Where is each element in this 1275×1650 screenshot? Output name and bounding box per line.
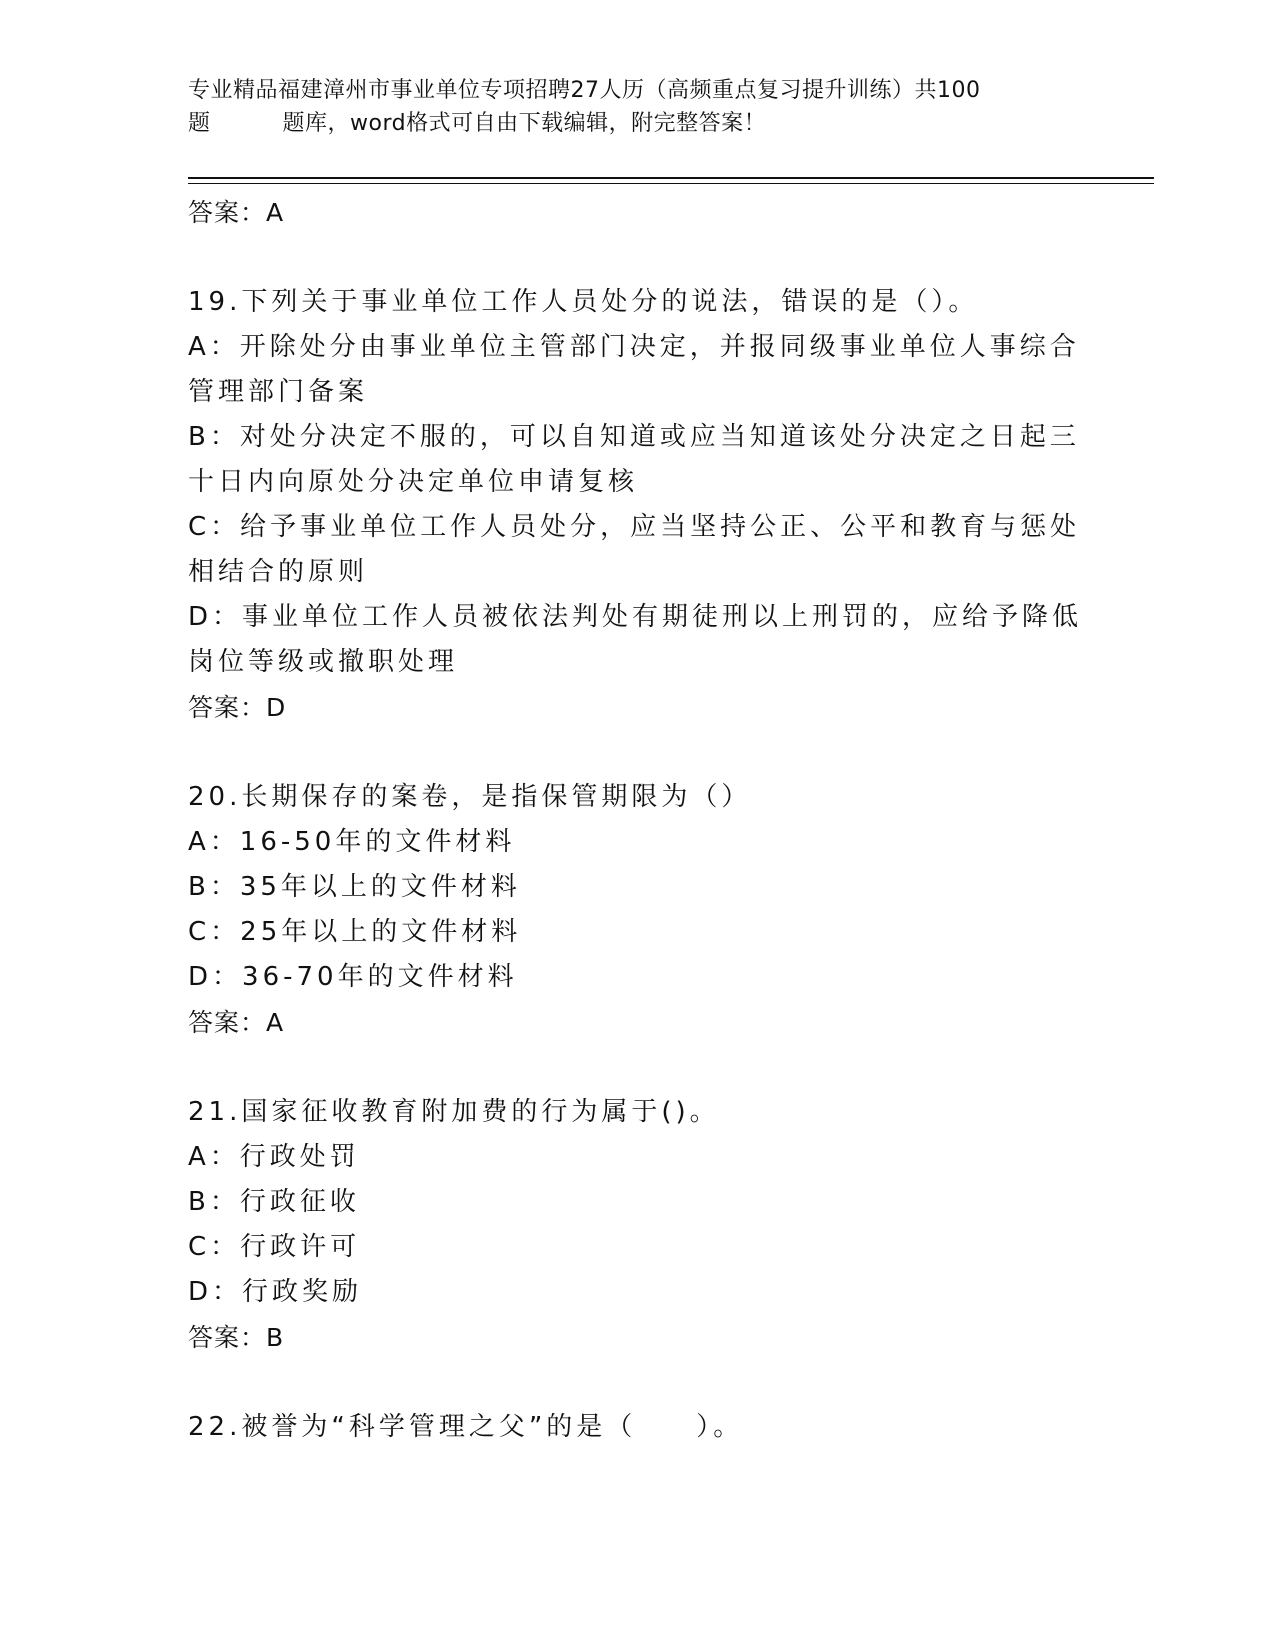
- header-title-line2-end: 题库，word格式可自由下载编辑，附完整答案！: [282, 111, 767, 136]
- option-b: B：行政征收: [188, 1187, 360, 1217]
- question-stem: 20.长期保存的案卷，是指保管期限为（）: [188, 782, 752, 812]
- answer: 答案：A: [188, 1008, 285, 1037]
- header-title-line2-start: 题: [188, 111, 211, 136]
- option-b: B：对处分决定不服的，可以自知道或应当知道该处分决定之日起三十日内向原处分决定单位申请复核: [188, 422, 1080, 497]
- question-content: [188, 190, 1088, 1450]
- option-d: D：行政奖励: [188, 1277, 363, 1307]
- header-divider-thin: [188, 183, 1154, 184]
- page-header: [188, 74, 1088, 140]
- option-a: A：开除处分由事业单位主管部门决定，并报同级事业单位人事综合管理部门备案: [188, 332, 1080, 407]
- question-19: [188, 280, 1088, 730]
- option-c: C：25年以上的文件材料: [188, 917, 522, 947]
- option-d: D：36-70年的文件材料: [188, 962, 518, 992]
- option-c: C：行政许可: [188, 1232, 361, 1262]
- header-title-line1: 专业精品福建漳州市事业单位专项招聘27人历（高频重点复习提升训练）共100: [188, 78, 981, 103]
- question-20: [188, 775, 1088, 1045]
- option-b: B：35年以上的文件材料: [188, 872, 521, 902]
- option-a: A：16-50年的文件材料: [188, 827, 516, 857]
- answer: 答案：D: [188, 693, 287, 722]
- answer: 答案：B: [188, 1323, 285, 1352]
- option-a: A：行政处罚: [188, 1142, 360, 1172]
- header-title-line2: [188, 107, 1088, 140]
- option-d: D：事业单位工作人员被依法判处有期徒刑以上刑罚的，应给予降低岗位等级或撤职处理: [188, 602, 1083, 677]
- header-divider-thick: [188, 177, 1154, 179]
- previous-answer: 答案：A: [188, 198, 285, 227]
- question-stem: 21.国家征收教育附加费的行为属于()。: [188, 1097, 720, 1127]
- question-22: [188, 1405, 1088, 1450]
- question-21: [188, 1090, 1088, 1360]
- question-stem: 19.下列关于事业单位工作人员处分的说法，错误的是（）。: [188, 287, 979, 317]
- question-stem: 22.被誉为“科学管理之父”的是（ ）。: [188, 1412, 744, 1442]
- option-c: C：给予事业单位工作人员处分，应当坚持公正、公平和教育与惩处相结合的原则: [188, 512, 1081, 587]
